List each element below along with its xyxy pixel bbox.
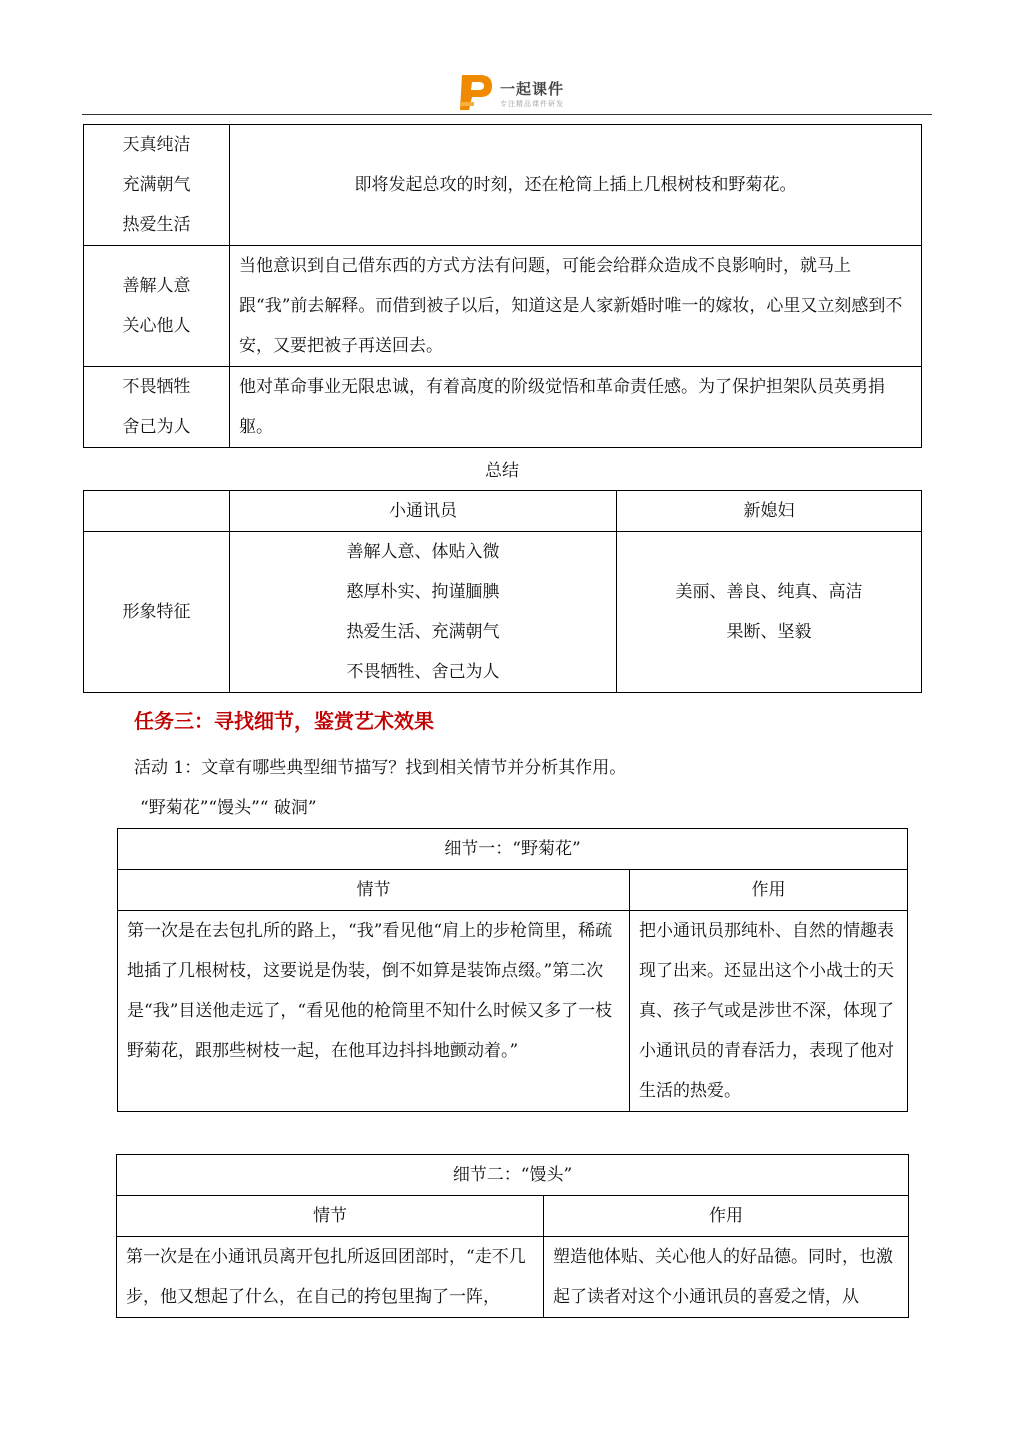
trait-text: 充满朝气 <box>122 175 191 195</box>
col-header-effect: 作用 <box>630 870 908 911</box>
table-title-row <box>117 1155 909 1196</box>
logo-title: 一起课件 <box>500 80 565 98</box>
col-header-plot: 情节 <box>118 870 630 911</box>
evidence-cell: 即将发起总攻的时刻，还在枪筒上插上几根树枝和野菊花。 <box>230 125 922 246</box>
page-header <box>82 70 932 115</box>
activity-text: 活动 1：文章有哪些典型细节描写？找到相关情节并分析其作用。 <box>134 758 627 778</box>
table-header-row <box>117 1196 909 1237</box>
trait-text: 热爱生活、充满朝气 <box>346 622 500 642</box>
col-header-plot: 情节 <box>117 1196 544 1237</box>
detail1-table <box>117 828 908 1112</box>
detail2-table <box>116 1154 909 1318</box>
trait-text: 果断、坚毅 <box>726 622 812 642</box>
row-label: 形象特征 <box>84 532 230 693</box>
table-row <box>84 367 922 448</box>
trait-cell <box>84 367 230 448</box>
detail1-title: 细节一：“野菊花” <box>118 829 908 870</box>
plot-cell: 第一次是在去包扎所的路上，“我”看见他“肩上的步枪筒里，稀疏地插了几根树枝，这要说是伪装，倒不如算是装饰点缀。”第二次是“我”目送他走远了，“看见他的枪筒里不知什么时候又多了一枝野菊花，跟那些树枝一起，在他耳边抖抖地颤动着。” <box>118 911 630 1112</box>
messenger-traits <box>230 532 617 693</box>
trait-text: 天真纯洁 <box>122 135 191 155</box>
effect-cell: 塑造他体贴、关心他人的好品德。同时，也激起了读者对这个小通讯员的喜爱之情，从 <box>544 1237 909 1318</box>
table-header-row <box>118 870 908 911</box>
trait-cell <box>84 125 230 246</box>
trait-text: 热爱生活 <box>122 215 191 235</box>
col-header-effect: 作用 <box>544 1196 909 1237</box>
trait-cell <box>84 246 230 367</box>
table-row <box>84 246 922 367</box>
logo-p-icon <box>456 72 496 112</box>
trait-text: 憨厚朴实、拘谨腼腆 <box>346 582 500 602</box>
summary-caption: 总结 <box>485 461 519 481</box>
task-heading: 任务三：寻找细节，鉴赏艺术效果 <box>134 709 434 733</box>
trait-text: 善解人意 <box>122 276 191 296</box>
logo-subtitle: 专注精品课件研发 <box>500 100 564 108</box>
brand-logo <box>456 72 656 112</box>
evidence-cell: 当他意识到自己借东西的方式方法有问题，可能会给群众造成不良影响时，就马上跟“我”前去解释。而借到被子以后，知道这是人家新婚时唯一的嫁妆，心里又立刻感到不安，又要把被子再送回去。 <box>230 246 922 367</box>
traits-table <box>83 124 922 448</box>
trait-text: 舍己为人 <box>122 417 191 437</box>
table-header-row <box>84 491 922 532</box>
trait-text: 美丽、善良、纯真、高洁 <box>675 582 863 602</box>
table-row <box>117 1237 909 1318</box>
table-row <box>84 125 922 246</box>
evidence-cell: 他对革命事业无限忠诚，有着高度的阶级觉悟和革命责任感。为了保护担架队员英勇捐躯。 <box>230 367 922 448</box>
table-row <box>84 532 922 693</box>
trait-text: 善解人意、体贴入微 <box>346 542 500 562</box>
summary-table <box>83 490 922 693</box>
col-header-messenger: 小通讯员 <box>230 491 617 532</box>
trait-text: 关心他人 <box>122 316 191 336</box>
trait-text: 不畏牺牲、舍己为人 <box>346 662 500 682</box>
table-title-row <box>118 829 908 870</box>
col-header-bride: 新媳妇 <box>617 491 922 532</box>
detail2-title: 细节二：“馒头” <box>117 1155 909 1196</box>
effect-cell: 把小通讯员那纯朴、自然的情趣表现了出来。还显出这个小战士的天真、孩子气或是涉世不深，体现了小通讯员的青春活力，表现了他对生活的热爱。 <box>630 911 908 1112</box>
trait-text: 不畏牺牲 <box>122 377 191 397</box>
bride-traits <box>617 532 922 693</box>
plot-cell: 第一次是在小通讯员离开包扎所返回团部时，“走不几步，他又想起了什么，在自己的挎包里掏了一阵， <box>117 1237 544 1318</box>
details-list: “野菊花”“馒头”“ 破洞” <box>140 798 317 818</box>
blank-header <box>84 491 230 532</box>
table-row <box>118 911 908 1112</box>
